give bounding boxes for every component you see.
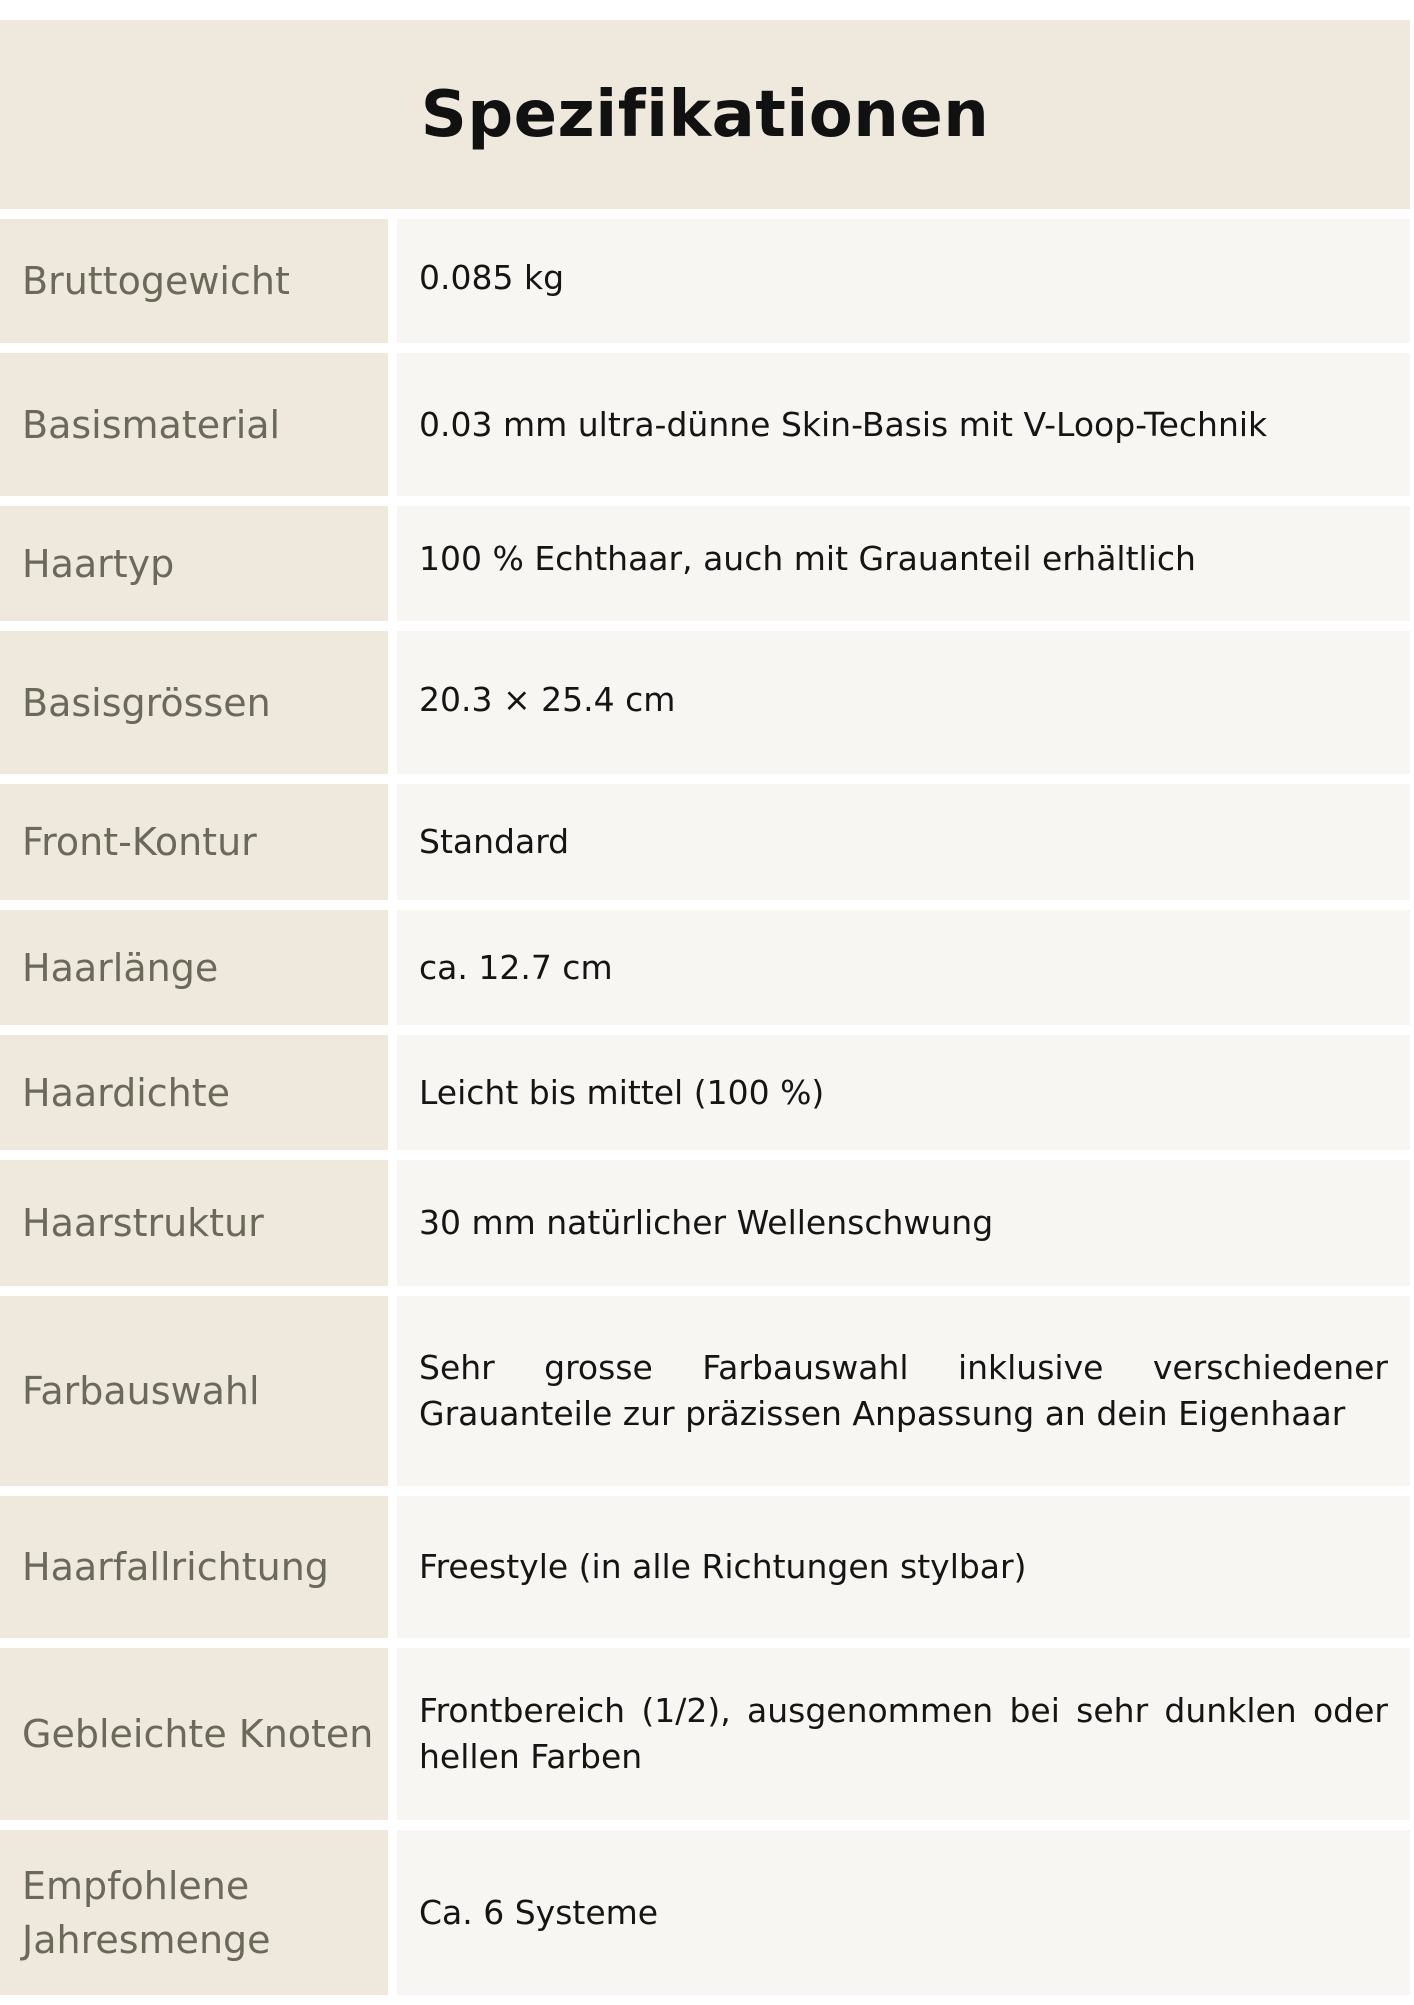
spec-label: Bruttogewicht <box>0 219 388 343</box>
spec-sheet <box>0 20 1410 2005</box>
spec-value: 0.085 kg <box>397 219 1410 343</box>
spec-value: ca. 12.7 cm <box>397 910 1410 1025</box>
spec-row-farbauswahl <box>0 1296 1410 1486</box>
spec-row-bruttogewicht <box>0 219 1410 343</box>
spec-row-gebleichte-knoten <box>0 1648 1410 1820</box>
spec-row-haarfallrichtung <box>0 1496 1410 1638</box>
spec-label: Gebleichte Knoten <box>0 1648 388 1820</box>
spec-value: Leicht bis mittel (100 %) <box>397 1035 1410 1150</box>
spec-label: Haarstruktur <box>0 1160 388 1286</box>
spec-row-haartyp <box>0 506 1410 621</box>
spec-label: Basismaterial <box>0 353 388 496</box>
spec-value: 30 mm natürlicher Wellenschwung <box>397 1160 1410 1286</box>
spec-value: Freestyle (in alle Richtungen stylbar) <box>397 1496 1410 1638</box>
spec-value: Standard <box>397 784 1410 900</box>
spec-value: Ca. 6 Systeme <box>397 1830 1410 1995</box>
spec-row-basisgroessen <box>0 631 1410 774</box>
spec-row-basismaterial <box>0 353 1410 496</box>
spec-label: Empfohlene Jahresmenge <box>0 1830 388 1995</box>
spec-table <box>0 219 1410 1995</box>
spec-value: 20.3 × 25.4 cm <box>397 631 1410 774</box>
page-title: Spezifikationen <box>420 77 990 152</box>
spec-label: Basisgrössen <box>0 631 388 774</box>
spec-row-haarstruktur <box>0 1160 1410 1286</box>
spec-label: Haarfallrichtung <box>0 1496 388 1638</box>
title-bar <box>0 20 1410 209</box>
spec-value: Frontbereich (1/2), ausgenommen bei sehr dunklen oder hellen Farben <box>397 1648 1410 1820</box>
spec-label: Haardichte <box>0 1035 388 1150</box>
spec-value: 0.03 mm ultra-dünne Skin-Basis mit V-Loop-Technik <box>397 353 1410 496</box>
spec-row-haarlaenge <box>0 910 1410 1025</box>
spec-label: Farbauswahl <box>0 1296 388 1486</box>
spec-label: Haarlänge <box>0 910 388 1025</box>
spec-value: 100 % Echthaar, auch mit Grauanteil erhältlich <box>397 506 1410 621</box>
spec-value: Sehr grosse Farbauswahl inklusive verschiedener Grauanteile zur präzissen Anpassung an dein Eigenhaar <box>397 1296 1410 1486</box>
spec-row-haardichte <box>0 1035 1410 1150</box>
spec-row-front-kontur <box>0 784 1410 900</box>
spec-label: Front-Kontur <box>0 784 388 900</box>
spec-label: Haartyp <box>0 506 388 621</box>
spec-row-empfohlene-jahresmenge <box>0 1830 1410 1995</box>
